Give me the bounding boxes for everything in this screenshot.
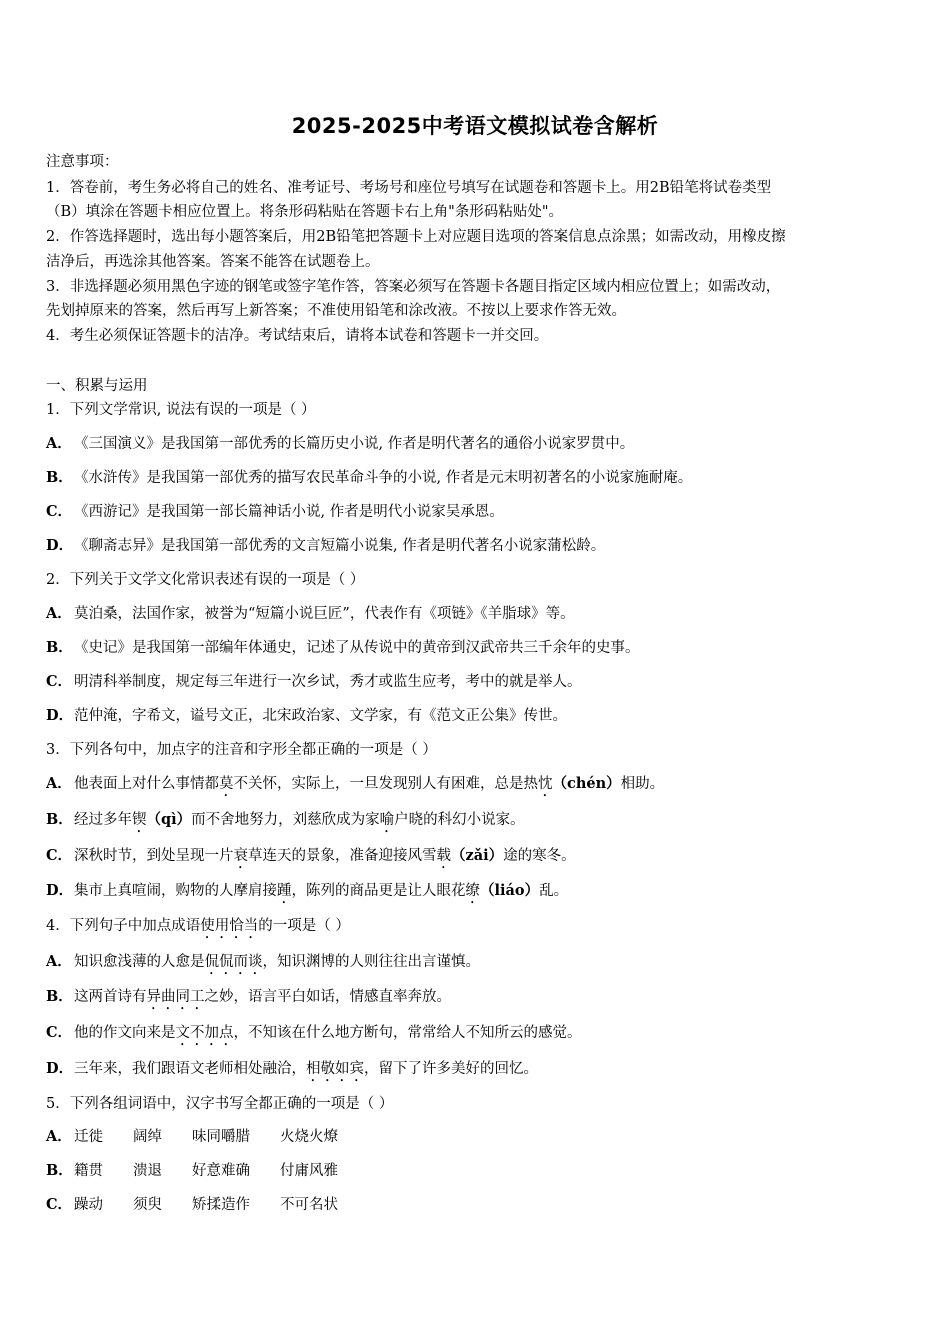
q2-option-d: D．范仲淹，字希文，谥号文正，北宋政治家、文学家，有《范文正公集》传世。	[46, 707, 567, 724]
q5-option-b: B．籍贯 溃退 好意难确 付庸风雅	[46, 1162, 338, 1179]
notice-heading: 注意事项：	[46, 154, 119, 170]
notice-line: 3．非选择题必须用黑色字迹的钢笔或签字笔作答，答案必须写在答题卡各题目指定区域内相应位置上；如需改动，	[46, 279, 781, 295]
q2-option-b: B．《史记》是我国第一部编年体通史，记述了从传说中的黄帝到汉武帝共三千余年的史事。	[46, 639, 640, 656]
q1-option-a: A． 《三国演义》是我国第一部优秀的长篇历史小说, 作者是明代著名的通俗小说家罗贯中。	[46, 435, 635, 452]
q5-option-c: C． 躁动 须臾 矫揉造作 不可名状	[46, 1196, 338, 1213]
notice-line: 4．考生必须保证答题卡的洁净。考试结束后，请将本试卷和答题卡一并交回。	[46, 328, 549, 344]
q4-option-b: B．这两首诗有异曲同工之妙，语言平白如话，情感直率奔放。	[46, 988, 451, 1005]
notice-line: 洁净后，再选涂其他答案。答案不能答在试题卷上。	[46, 254, 380, 270]
q3-option-a: A． 他表面上对什么事情都莫不关怀，实际上，一旦发现别人有困难，总是热忱（chén）相助。	[46, 775, 665, 792]
notice-line: （B）填涂在答题卡相应位置上。将条形码粘贴在答题卡右上角"条形码粘贴处"。	[46, 204, 563, 220]
notice-line: 1．答卷前，考生务必将自己的姓名、准考证号、考场号和座位号填写在试题卷和答题卡上。用2B铅笔将试卷类型	[46, 180, 772, 196]
question-3-stem: 3．下列各句中，加点字的注音和字形全都正确的一项是（ ）	[46, 742, 437, 758]
q3-option-c: C． 深秋时节，到处呈现一片衰草连天的景象，准备迎接风雪载（zǎi）途的寒冬。	[46, 847, 576, 864]
q4-option-d: D．三年来，我们跟语文老师相处融洽，相敬如宾，留下了许多美好的回忆。	[46, 1060, 538, 1077]
notice-line: 2．作答选择题时，选出每小题答案后，用2B铅笔把答题卡上对应题目选项的答案信息点涂黑；如需改动，用橡皮擦	[46, 229, 786, 245]
q3-option-b: B．经过多年锲（qì）而不舍地努力，刘慈欣成为家喻户晓的科幻小说家。	[46, 811, 525, 828]
question-4-stem: 4．下列句子中加点成语使用恰当的一项是（ ）	[46, 918, 350, 934]
q5-option-a: A． 迁徙 阔绰 味同嚼腊 火烧火燎	[46, 1128, 338, 1145]
q1-option-b: B．《水浒传》是我国第一部优秀的描写农民革命斗争的小说, 作者是元末明初著名的小说家施耐庵。	[46, 469, 693, 486]
q3-option-d: D．集市上真喧闹，购物的人摩肩接踵，陈列的商品更是让人眼花缭（liáo）乱。	[46, 882, 569, 899]
q2-option-c: C． 明清科举制度，规定每三年进行一次乡试，秀才或监生应考，考中的就是举人。	[46, 673, 582, 690]
page-title: 2025-2025中考语文模拟试卷含解析	[291, 114, 659, 138]
q4-option-c: C． 他的作文向来是文不加点，不知该在什么地方断句，常常给人不知所云的感觉。	[46, 1024, 582, 1041]
question-1-stem: 1．下列文学常识, 说法有误的一项是（ ）	[46, 402, 316, 418]
q1-option-d: D．《聊斋志异》是我国第一部优秀的文言短篇小说集, 作者是明代著名小说家蒲松龄。	[46, 537, 606, 554]
notice-line: 先划掉原来的答案，然后再写上新答案；不准使用铅笔和涂改液。不按以上要求作答无效。	[46, 303, 626, 319]
q2-option-a: A． 莫泊桑，法国作家，被誉为“短篇小说巨匠”，代表作有《项链》《羊脂球》等。	[46, 605, 575, 622]
question-5-stem: 5．下列各组词语中，汉字书写全都正确的一项是（ ）	[46, 1096, 394, 1112]
question-2-stem: 2．下列关于文学文化常识表述有误的一项是（ ）	[46, 572, 365, 588]
q1-option-c: C． 《西游记》是我国第一部长篇神话小说, 作者是明代小说家吴承恩。	[46, 503, 504, 520]
q4-option-a: A． 知识愈浅薄的人愈是侃侃而谈，知识渊博的人则往往出言谨慎。	[46, 953, 480, 970]
section-heading: 一、积累与运用	[46, 378, 148, 394]
